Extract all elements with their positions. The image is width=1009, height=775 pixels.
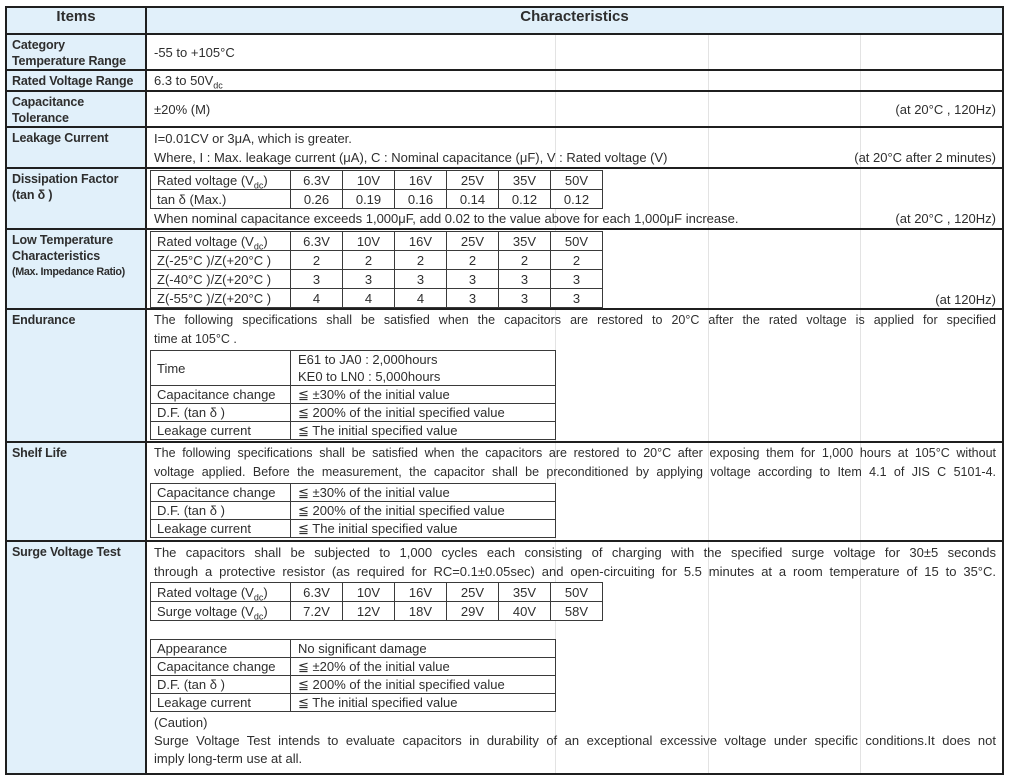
characteristics-header: Characteristics <box>146 7 1003 34</box>
endurance-spec-table <box>150 350 556 440</box>
dissipation-note: When nominal capacitance exceeds 1,000μF, add 0.02 to the value above for each 1,000μF increase. <box>154 211 739 226</box>
time-label: Time <box>151 351 291 386</box>
rated-voltage-value: 6.3 to $50V_{dc}$ <box>154 73 223 91</box>
row-rated-voltage-range <box>6 70 1003 91</box>
table-row: Leakage current ≦ The initial specified value <box>151 694 556 712</box>
endurance-intro-line: The following specifications shall be satisfied when the capacitors are restored to 20°C after the rated voltage is applied for specified <box>154 313 996 327</box>
surge-caution-block <box>147 712 1002 768</box>
table-row: D.F. (tan δ ) ≦ 200% of the initial specified value <box>151 404 556 422</box>
item-label-endurance: Endurance <box>6 309 146 442</box>
row-shelf-life <box>6 442 1003 541</box>
row-endurance <box>6 309 1003 442</box>
endurance-cell <box>146 309 1003 442</box>
surge-voltage-table <box>150 582 603 621</box>
dissipation-cell <box>146 168 1003 229</box>
table-row: Appearance No significant damage <box>151 640 556 658</box>
shelf-life-cell <box>146 442 1003 541</box>
items-header: Items <box>6 7 146 34</box>
item-label-line: Temperature Range <box>12 54 126 68</box>
table-row: Rated voltage $(V_{dc})$ 6.3V 10V 16V 25V 35V 50V <box>151 232 603 251</box>
rated-voltage-header-cell: Rated voltage $(V_{dc})$ <box>151 171 291 190</box>
caution-heading: (Caution) <box>154 715 208 730</box>
rated-voltage-header-cell: Rated voltage $(V_{dc})$ <box>151 232 291 251</box>
caution-line: imply long-term use at all. <box>154 751 303 766</box>
caution-line: Surge Voltage Test intends to evaluate capacitors in durability of an exceptional excessive voltage under specific conditions.It does not <box>154 733 996 748</box>
time-values: E61 to JA0 : 2,000hours KE0 to LN0 : 5,000hours <box>291 351 556 386</box>
low-temp-table <box>150 231 603 308</box>
dissipation-note-line <box>147 209 1002 228</box>
shelf-spec-table <box>150 483 556 538</box>
item-label-rated-voltage: Rated Voltage Range <box>6 70 146 91</box>
item-label-low-temp: Low Temperature Characteristics (Max. Impedance Ratio) <box>6 229 146 309</box>
table-row: Leakage current ≦ The initial specified value <box>151 520 556 538</box>
dissipation-table <box>150 170 603 209</box>
table-row: Capacitance change ≦ ±20% of the initial value <box>151 658 556 676</box>
spacer <box>147 621 1002 638</box>
endurance-intro-line: time at 105°C . <box>154 332 237 346</box>
leakage-formula: I=0.01CV or 3μA, which is greater. <box>154 131 352 146</box>
leakage-condition-note: (at 20°C after 2 minutes) <box>854 150 996 165</box>
table-row: Z(-55°C )/Z(+20°C ) 4 4 4 3 3 3 <box>151 289 603 308</box>
leakage-value-cell <box>146 127 1003 168</box>
tolerance-value: ±20% (M) <box>154 101 211 117</box>
table-row: Rated voltage $(V_{dc})$ 6.3V 10V 16V 25V 35V 50V <box>151 583 603 602</box>
tan-delta-label: tan δ (Max.) <box>151 190 291 209</box>
surge-voltage-header-cell: Surge voltage $(V_{dc})$ <box>151 602 291 621</box>
table-row: D.F. (tan δ ) ≦ 200% of the initial specified value <box>151 676 556 694</box>
row-dissipation-factor <box>6 168 1003 229</box>
item-label-shelf-life: Shelf Life <box>6 442 146 541</box>
tolerance-value-cell <box>146 91 1003 127</box>
table-row: Z(-40°C )/Z(+20°C ) 3 3 3 3 3 3 <box>151 270 603 289</box>
shelf-intro-line: The following specifications shall be satisfied when the capacitors are restored to 20°C after exposing them for 1,000 hours at 105°C without <box>154 446 996 460</box>
row-category-temperature-range <box>6 34 1003 70</box>
surge-spec-table <box>150 639 556 712</box>
low-temp-condition-note: (at 120Hz) <box>935 292 996 307</box>
table-row: Capacitance change ≦ ±30% of the initial value <box>151 386 556 404</box>
spec-table <box>5 6 1004 775</box>
item-label-line: Category <box>12 38 65 52</box>
table-row: Rated voltage $(V_{dc})$ 6.3V 10V 16V 25V 35V 50V <box>151 171 603 190</box>
tolerance-condition-note: (at 20°C , 120Hz) <box>895 101 996 117</box>
table-row: tan δ (Max.) 0.26 0.19 0.16 0.14 0.12 0.12 <box>151 190 603 209</box>
surge-intro-line: through a protective resistor (as required for RC=0.1±0.05sec) and open-circuiting for 5.5 minutes at a room temperature of 15 to 35°C. <box>154 564 996 579</box>
table-row: Surge voltage $(V_{dc})$ 7.2V 12V 18V 29V 40V 58V <box>151 602 603 621</box>
low-temp-cell <box>146 229 1003 309</box>
surge-cell <box>146 541 1003 774</box>
rated-voltage-value-cell <box>146 70 1003 91</box>
item-label-leakage: Leakage Current <box>6 127 146 168</box>
table-row: Z(-25°C )/Z(+20°C ) 2 2 2 2 2 2 <box>151 251 603 270</box>
category-value-cell <box>146 34 1003 70</box>
header-row <box>6 7 1003 34</box>
table-row: Capacitance change ≦ ±30% of the initial value <box>151 484 556 502</box>
row-leakage-current <box>6 127 1003 168</box>
surge-intro-line: The capacitors shall be subjected to 1,000 cycles each consisting of charging with the specified surge voltage for 30±5 seconds <box>154 545 996 560</box>
table-row <box>151 351 556 386</box>
rated-voltage-header-cell: Rated voltage $(V_{dc})$ <box>151 583 291 602</box>
item-label-category <box>6 34 146 70</box>
category-value: -55 to +105°C <box>154 44 235 60</box>
dissipation-condition-note: (at 20°C , 120Hz) <box>895 211 996 226</box>
leakage-definition-line: Where, I : Max. leakage current (μA), C : Nominal capacitance (μF), V : Rated voltage (V) (at 20°C after 2 minutes) <box>154 150 996 165</box>
row-capacitance-tolerance <box>6 91 1003 127</box>
table-row: D.F. (tan δ ) ≦ 200% of the initial specified value <box>151 502 556 520</box>
shelf-intro-line: voltage applied. Before the measurement, the capacitor shall be preconditioned by applying voltage according to Item 4.1 of JIS C 5101-4. <box>154 465 996 479</box>
item-label-surge: Surge Voltage Test <box>6 541 146 774</box>
item-label-dissipation: Dissipation Factor (tan δ ) <box>6 168 146 229</box>
row-surge-voltage-test <box>6 541 1003 774</box>
table-row: Leakage current ≦ The initial specified value <box>151 422 556 440</box>
row-low-temperature <box>6 229 1003 309</box>
item-label-tolerance: Capacitance Tolerance <box>6 91 146 127</box>
